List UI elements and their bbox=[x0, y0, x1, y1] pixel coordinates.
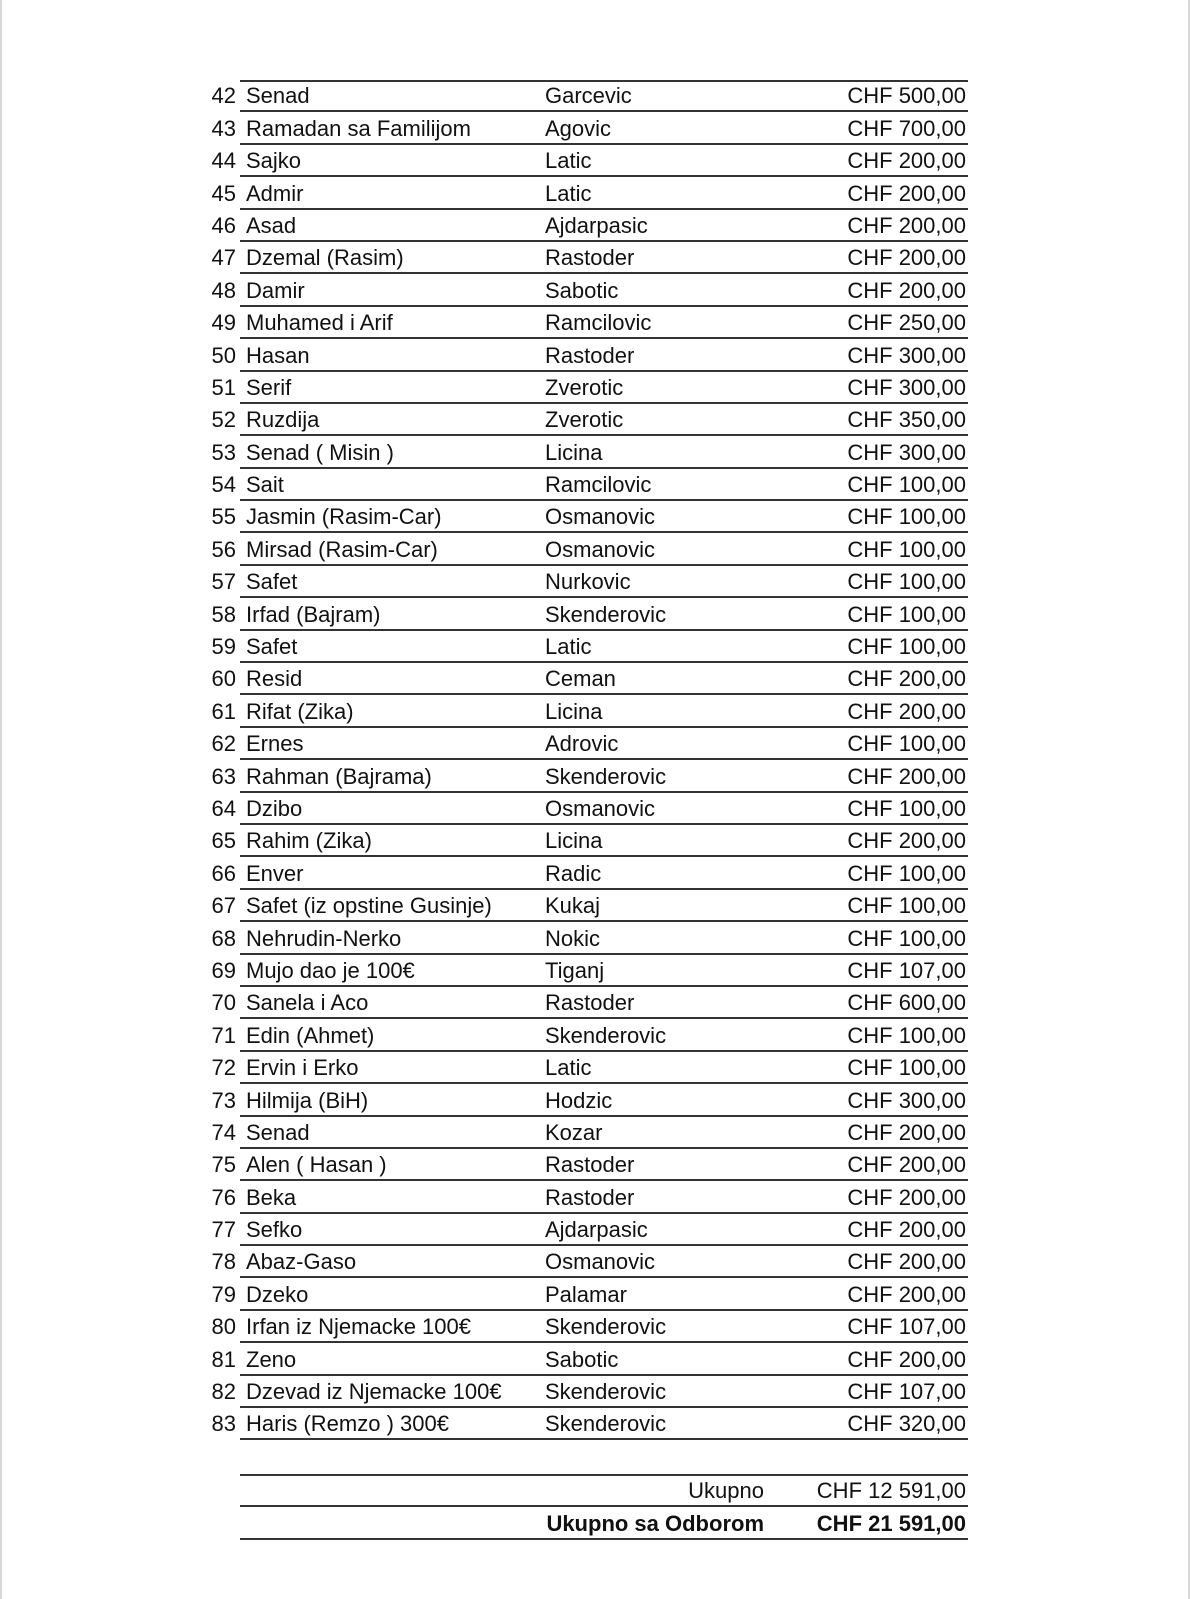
amount: CHF 300,00 bbox=[847, 439, 966, 465]
row-number: 60 bbox=[211, 666, 236, 692]
first-name: Senad ( Misin ) bbox=[246, 439, 394, 465]
first-name: Beka bbox=[246, 1184, 297, 1210]
row-number: 67 bbox=[211, 893, 236, 919]
first-name: Jasmin (Rasim-Car) bbox=[246, 504, 442, 530]
amount: CHF 107,00 bbox=[847, 957, 966, 983]
last-name: Zverotic bbox=[545, 407, 624, 433]
amount: CHF 200,00 bbox=[847, 1249, 966, 1275]
last-name: Tiganj bbox=[545, 957, 605, 983]
amount: CHF 500,00 bbox=[847, 83, 966, 109]
last-name: Osmanovic bbox=[545, 504, 656, 530]
row-number: 71 bbox=[211, 1022, 236, 1048]
last-name: Skenderovic bbox=[545, 1411, 667, 1437]
donor-table bbox=[0, 80, 1190, 1440]
table-row bbox=[0, 372, 1190, 404]
first-name: Rifat (Zika) bbox=[246, 698, 354, 724]
first-name: Ernes bbox=[246, 731, 304, 757]
first-name: Safet bbox=[246, 569, 298, 595]
row-number: 53 bbox=[211, 439, 236, 465]
row-number: 52 bbox=[211, 407, 236, 433]
row-number: 50 bbox=[211, 342, 236, 368]
last-name: Latic bbox=[545, 1055, 592, 1081]
row-number: 70 bbox=[211, 990, 236, 1016]
subtotal-amount: CHF 12 591,00 bbox=[816, 1478, 966, 1503]
row-number: 42 bbox=[211, 83, 236, 109]
subtotal-label: Ukupno bbox=[688, 1478, 764, 1503]
first-name: Sefko bbox=[246, 1217, 303, 1243]
table-row bbox=[0, 1149, 1190, 1181]
table-top-rule bbox=[240, 80, 968, 82]
amount: CHF 200,00 bbox=[847, 1119, 966, 1145]
amount: CHF 200,00 bbox=[847, 1217, 966, 1243]
last-name: Palamar bbox=[545, 1281, 627, 1307]
row-number: 49 bbox=[211, 310, 236, 336]
table-row bbox=[0, 695, 1190, 727]
first-name: Hasan bbox=[246, 342, 310, 368]
first-name: Admir bbox=[246, 180, 304, 206]
amount: CHF 200,00 bbox=[847, 1152, 966, 1178]
first-name: Safet bbox=[246, 634, 298, 660]
last-name: Kozar bbox=[545, 1119, 603, 1145]
first-name: Rahim (Zika) bbox=[246, 828, 372, 854]
table-row bbox=[0, 566, 1190, 598]
table-row bbox=[0, 210, 1190, 242]
table-row bbox=[0, 825, 1190, 857]
table-row bbox=[0, 987, 1190, 1019]
amount: CHF 100,00 bbox=[847, 569, 966, 595]
row-number: 57 bbox=[211, 569, 236, 595]
table-row bbox=[0, 80, 1190, 112]
amount: CHF 600,00 bbox=[847, 990, 966, 1016]
table-row bbox=[0, 1408, 1190, 1440]
row-number: 68 bbox=[211, 925, 236, 951]
amount: CHF 200,00 bbox=[847, 763, 966, 789]
table-row bbox=[0, 857, 1190, 889]
row-number: 64 bbox=[211, 795, 236, 821]
amount: CHF 100,00 bbox=[847, 601, 966, 627]
table-row bbox=[0, 922, 1190, 954]
last-name: Latic bbox=[545, 148, 592, 174]
table-row bbox=[0, 177, 1190, 209]
row-number: 73 bbox=[211, 1087, 236, 1113]
amount: CHF 107,00 bbox=[847, 1314, 966, 1340]
row-number: 79 bbox=[211, 1281, 236, 1307]
amount: CHF 100,00 bbox=[847, 731, 966, 757]
row-number: 61 bbox=[211, 698, 236, 724]
last-name: Ajdarpasic bbox=[545, 212, 648, 238]
amount: CHF 100,00 bbox=[847, 634, 966, 660]
amount: CHF 200,00 bbox=[847, 1184, 966, 1210]
table-row bbox=[0, 760, 1190, 792]
first-name: Zeno bbox=[246, 1346, 297, 1372]
first-name: Rahman (Bajrama) bbox=[246, 763, 432, 789]
row-number: 44 bbox=[211, 148, 236, 174]
row-number: 54 bbox=[211, 472, 236, 498]
last-name: Rastoder bbox=[545, 342, 635, 368]
table-row bbox=[0, 955, 1190, 987]
first-name: Abaz-Gaso bbox=[246, 1249, 357, 1275]
last-name: Licina bbox=[545, 698, 603, 724]
table-row bbox=[0, 436, 1190, 468]
row-number: 82 bbox=[211, 1379, 236, 1405]
first-name: Irfan iz Njemacke 100€ bbox=[246, 1314, 471, 1340]
last-name: Licina bbox=[545, 439, 603, 465]
table-row bbox=[0, 1246, 1190, 1278]
last-name: Rastoder bbox=[545, 990, 635, 1016]
row-number: 47 bbox=[211, 245, 236, 271]
first-name: Ervin i Erko bbox=[246, 1055, 359, 1081]
first-name: Senad bbox=[246, 83, 310, 109]
amount: CHF 300,00 bbox=[847, 1087, 966, 1113]
amount: CHF 100,00 bbox=[847, 472, 966, 498]
subtotal-row bbox=[0, 1474, 1190, 1507]
table-row bbox=[0, 112, 1190, 144]
last-name: Zverotic bbox=[545, 374, 624, 400]
table-row bbox=[0, 1214, 1190, 1246]
row-number: 58 bbox=[211, 601, 236, 627]
table-row bbox=[0, 533, 1190, 565]
table-row bbox=[0, 598, 1190, 630]
subtotal-top-rule bbox=[240, 1474, 968, 1476]
first-name: Damir bbox=[246, 277, 305, 303]
totals-section bbox=[0, 1474, 1190, 1540]
amount: CHF 200,00 bbox=[847, 148, 966, 174]
first-name: Asad bbox=[246, 212, 297, 238]
row-rule bbox=[240, 1438, 968, 1440]
amount: CHF 100,00 bbox=[847, 536, 966, 562]
table-row bbox=[0, 1052, 1190, 1084]
amount: CHF 200,00 bbox=[847, 277, 966, 303]
first-name: Dzevad iz Njemacke 100€ bbox=[246, 1379, 502, 1405]
table-row bbox=[0, 469, 1190, 501]
last-name: Latic bbox=[545, 634, 592, 660]
first-name: Mirsad (Rasim-Car) bbox=[246, 536, 438, 562]
amount: CHF 200,00 bbox=[847, 245, 966, 271]
table-row bbox=[0, 890, 1190, 922]
last-name: Ajdarpasic bbox=[545, 1217, 648, 1243]
amount: CHF 700,00 bbox=[847, 115, 966, 141]
table-row bbox=[0, 728, 1190, 760]
amount: CHF 300,00 bbox=[847, 342, 966, 368]
last-name: Osmanovic bbox=[545, 1249, 656, 1275]
first-name: Enver bbox=[246, 860, 304, 886]
row-number: 76 bbox=[211, 1184, 236, 1210]
first-name: Hilmija (BiH) bbox=[246, 1087, 369, 1113]
first-name: Nehrudin-Nerko bbox=[246, 925, 402, 951]
last-name: Garcevic bbox=[545, 83, 632, 109]
first-name: Senad bbox=[246, 1119, 310, 1145]
amount: CHF 100,00 bbox=[847, 1022, 966, 1048]
row-number: 83 bbox=[211, 1411, 236, 1437]
row-number: 62 bbox=[211, 731, 236, 757]
row-number: 74 bbox=[211, 1119, 236, 1145]
row-number: 46 bbox=[211, 212, 236, 238]
first-name: Alen ( Hasan ) bbox=[246, 1152, 387, 1178]
first-name: Resid bbox=[246, 666, 303, 692]
table-row bbox=[0, 501, 1190, 533]
table-row bbox=[0, 1311, 1190, 1343]
table-row bbox=[0, 631, 1190, 663]
table-row bbox=[0, 404, 1190, 436]
last-name: Sabotic bbox=[545, 1346, 619, 1372]
first-name: Sait bbox=[246, 472, 284, 498]
amount: CHF 200,00 bbox=[847, 828, 966, 854]
amount: CHF 200,00 bbox=[847, 180, 966, 206]
row-number: 69 bbox=[211, 957, 236, 983]
last-name: Skenderovic bbox=[545, 601, 667, 627]
table-row bbox=[0, 274, 1190, 306]
first-name: Ruzdija bbox=[246, 407, 320, 433]
row-number: 65 bbox=[211, 828, 236, 854]
last-name: Osmanovic bbox=[545, 795, 656, 821]
table-row bbox=[0, 307, 1190, 339]
table-row bbox=[0, 793, 1190, 825]
last-name: Skenderovic bbox=[545, 763, 667, 789]
amount: CHF 200,00 bbox=[847, 1346, 966, 1372]
amount: CHF 100,00 bbox=[847, 893, 966, 919]
table-row bbox=[0, 1343, 1190, 1375]
grand-total-label: Ukupno sa Odborom bbox=[546, 1511, 764, 1536]
last-name: Adrovic bbox=[545, 731, 619, 757]
last-name: Nokic bbox=[545, 925, 601, 951]
amount: CHF 100,00 bbox=[847, 795, 966, 821]
grand-total-rule bbox=[240, 1538, 968, 1540]
row-number: 48 bbox=[211, 277, 236, 303]
first-name: Irfad (Bajram) bbox=[246, 601, 381, 627]
first-name: Sajko bbox=[246, 148, 302, 174]
row-number: 59 bbox=[211, 634, 236, 660]
last-name: Sabotic bbox=[545, 277, 619, 303]
amount: CHF 200,00 bbox=[847, 1281, 966, 1307]
row-number: 63 bbox=[211, 763, 236, 789]
table-row bbox=[0, 1084, 1190, 1116]
first-name: Dzemal (Rasim) bbox=[246, 245, 404, 271]
amount: CHF 100,00 bbox=[847, 925, 966, 951]
first-name: Mujo dao je 100€ bbox=[246, 957, 415, 983]
last-name: Latic bbox=[545, 180, 592, 206]
table-row bbox=[0, 1278, 1190, 1310]
row-number: 43 bbox=[211, 115, 236, 141]
table-row bbox=[0, 663, 1190, 695]
last-name: Hodzic bbox=[545, 1087, 613, 1113]
row-number: 77 bbox=[211, 1217, 236, 1243]
row-number: 80 bbox=[211, 1314, 236, 1340]
last-name: Rastoder bbox=[545, 1184, 635, 1210]
table-row bbox=[0, 242, 1190, 274]
table-row bbox=[0, 1117, 1190, 1149]
row-number: 55 bbox=[211, 504, 236, 530]
amount: CHF 300,00 bbox=[847, 374, 966, 400]
first-name: Safet (iz opstine Gusinje) bbox=[246, 893, 492, 919]
last-name: Rastoder bbox=[545, 245, 635, 271]
row-number: 45 bbox=[211, 180, 236, 206]
amount: CHF 320,00 bbox=[847, 1411, 966, 1437]
first-name: Sanela i Aco bbox=[246, 990, 369, 1016]
last-name: Skenderovic bbox=[545, 1314, 667, 1340]
amount: CHF 100,00 bbox=[847, 504, 966, 530]
row-number: 78 bbox=[211, 1249, 236, 1275]
table-row bbox=[0, 145, 1190, 177]
last-name: Ceman bbox=[545, 666, 616, 692]
first-name: Ramadan sa Familijom bbox=[246, 115, 471, 141]
grand-total-amount: CHF 21 591,00 bbox=[816, 1511, 966, 1536]
last-name: Rastoder bbox=[545, 1152, 635, 1178]
last-name: Licina bbox=[545, 828, 603, 854]
table-row bbox=[0, 1376, 1190, 1408]
grand-total-row bbox=[0, 1507, 1190, 1540]
amount: CHF 200,00 bbox=[847, 666, 966, 692]
row-number: 66 bbox=[211, 860, 236, 886]
row-number: 56 bbox=[211, 536, 236, 562]
last-name: Nurkovic bbox=[545, 569, 631, 595]
row-number: 72 bbox=[211, 1055, 236, 1081]
first-name: Muhamed i Arif bbox=[246, 310, 393, 336]
last-name: Agovic bbox=[545, 115, 612, 141]
first-name: Serif bbox=[246, 374, 292, 400]
last-name: Ramcilovic bbox=[545, 472, 652, 498]
last-name: Osmanovic bbox=[545, 536, 656, 562]
last-name: Ramcilovic bbox=[545, 310, 652, 336]
amount: CHF 200,00 bbox=[847, 698, 966, 724]
row-number: 81 bbox=[211, 1346, 236, 1372]
row-number: 51 bbox=[211, 374, 236, 400]
last-name: Skenderovic bbox=[545, 1022, 667, 1048]
first-name: Edin (Ahmet) bbox=[246, 1022, 375, 1048]
amount: CHF 107,00 bbox=[847, 1379, 966, 1405]
amount: CHF 350,00 bbox=[847, 407, 966, 433]
first-name: Haris (Remzo ) 300€ bbox=[246, 1411, 449, 1437]
amount: CHF 100,00 bbox=[847, 1055, 966, 1081]
amount: CHF 100,00 bbox=[847, 860, 966, 886]
table-row bbox=[0, 1019, 1190, 1051]
table-row bbox=[0, 1181, 1190, 1213]
row-number: 75 bbox=[211, 1152, 236, 1178]
amount: CHF 200,00 bbox=[847, 212, 966, 238]
last-name: Radic bbox=[545, 860, 602, 886]
last-name: Skenderovic bbox=[545, 1379, 667, 1405]
amount: CHF 250,00 bbox=[847, 310, 966, 336]
first-name: Dzibo bbox=[246, 795, 303, 821]
first-name: Dzeko bbox=[246, 1281, 309, 1307]
last-name: Kukaj bbox=[545, 893, 601, 919]
table-row bbox=[0, 339, 1190, 371]
